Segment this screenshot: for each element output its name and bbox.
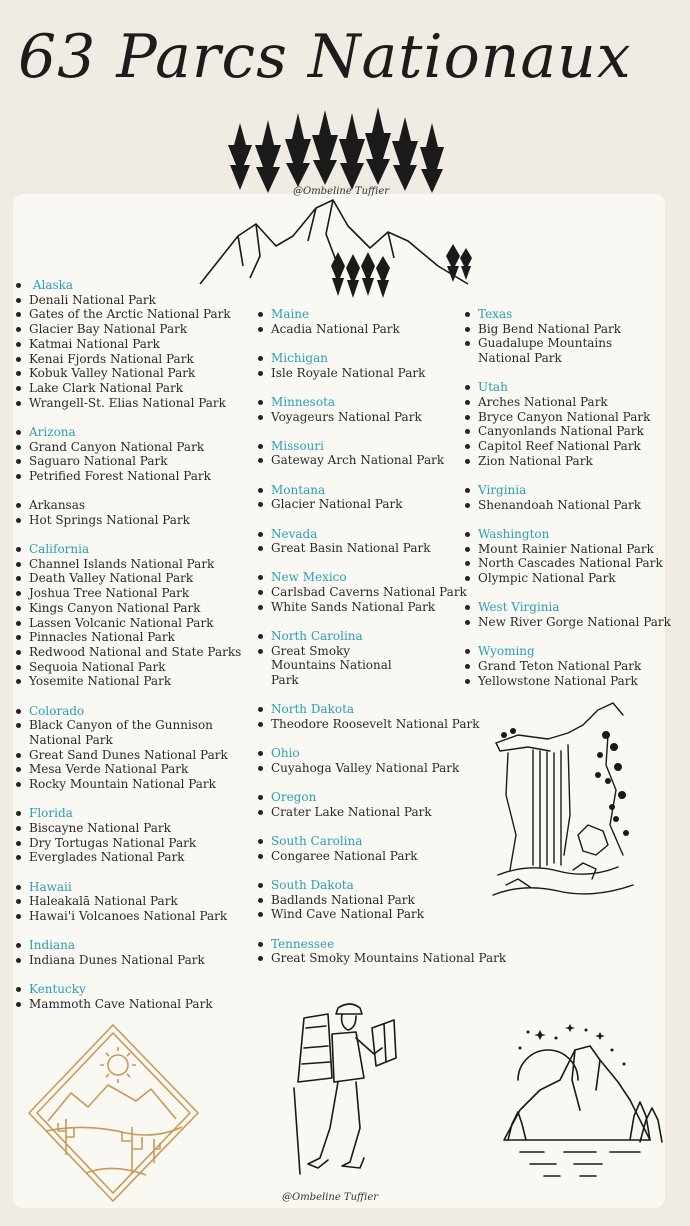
park-item: Mesa Verde National Park (15, 762, 250, 777)
state-group-california (15, 542, 250, 689)
park-item: Joshua Tree National Park (15, 586, 250, 601)
state-heading: Texas (464, 307, 664, 322)
mountain-lake-illustration (500, 1020, 665, 1190)
state-heading: Kentucky (15, 982, 250, 997)
park-item: Yellowstone National Park (464, 674, 664, 689)
state-group-washington (464, 527, 664, 586)
state-group-new-mexico (257, 570, 489, 614)
hiker-illustration (290, 998, 400, 1178)
state-heading: California (15, 542, 250, 557)
state-heading: Virginia (464, 483, 664, 498)
desert-diamond-illustration (26, 1023, 201, 1203)
park-item: Zion National Park (464, 454, 664, 469)
credit-top: @Ombeline Tuffier (293, 186, 390, 197)
park-item: Petrified Forest National Park (15, 469, 250, 484)
state-heading: Minnesota (257, 395, 489, 410)
park-item: Great Basin National Park (257, 541, 489, 556)
state-heading: Nevada (257, 527, 489, 542)
park-item: Shenandoah National Park (464, 498, 664, 513)
state-group-south-carolina (257, 834, 489, 863)
park-item: Dry Tortugas National Park (15, 836, 250, 851)
state-heading: Arizona (15, 425, 250, 440)
park-item: White Sands National Park (257, 600, 489, 615)
park-item: Mount Rainier National Park (464, 542, 664, 557)
state-group-maine (257, 307, 489, 336)
park-item: Katmai National Park (15, 337, 250, 352)
park-item: Big Bend National Park (464, 322, 664, 337)
park-item: Canyonlands National Park (464, 424, 664, 439)
park-item: Badlands National Park (257, 893, 489, 908)
park-item: Cuyahoga Valley National Park (257, 761, 489, 776)
state-heading: Tennessee (257, 937, 489, 952)
park-item: Everglades National Park (15, 850, 250, 865)
park-item: Theodore Roosevelt National Park (257, 717, 489, 732)
park-item: Isle Royale National Park (257, 366, 489, 381)
state-heading: North Carolina (257, 629, 489, 644)
waterfall-illustration (488, 695, 638, 910)
park-item: Yosemite National Park (15, 674, 250, 689)
state-group-north-dakota (257, 702, 489, 731)
park-item: Voyageurs National Park (257, 410, 489, 425)
park-item: Wind Cave National Park (257, 907, 489, 922)
state-group-nevada (257, 527, 489, 556)
state-group-west-virginia (464, 600, 671, 629)
state-heading: Florida (15, 806, 250, 821)
state-heading: Arkansas (15, 498, 250, 513)
park-item: Sequoia National Park (15, 660, 250, 675)
state-group-colorado (15, 704, 250, 792)
column-1 (15, 278, 250, 1026)
state-group-michigan (257, 351, 489, 380)
state-heading: Wyoming (464, 644, 664, 659)
park-item: Black Canyon of the Gunnison National Park (15, 718, 219, 747)
state-group-indiana (15, 938, 250, 967)
state-group-texas (464, 307, 664, 366)
state-group-kentucky (15, 982, 250, 1011)
state-heading: Maine (257, 307, 489, 322)
park-item: Death Valley National Park (15, 571, 250, 586)
park-item: Kenai Fjords National Park (15, 352, 250, 367)
park-item: Wrangell-St. Elias National Park (15, 396, 250, 411)
state-heading: Indiana (15, 938, 250, 953)
park-item: Crater Lake National Park (257, 805, 489, 820)
park-item: Olympic National Park (464, 571, 664, 586)
park-item: North Cascades National Park (464, 556, 664, 571)
state-heading: Missouri (257, 439, 489, 454)
state-heading: Colorado (15, 704, 250, 719)
state-heading: Alaska (15, 278, 250, 293)
park-item: Kings Canyon National Park (15, 601, 250, 616)
page-title: 63 Parcs Nationaux (18, 22, 632, 92)
park-item: Lassen Volcanic National Park (15, 616, 250, 631)
state-group-oregon (257, 790, 489, 819)
state-group-tennessee (257, 936, 507, 966)
state-heading: South Carolina (257, 834, 489, 849)
park-item: Glacier Bay National Park (15, 322, 250, 337)
state-group-utah (464, 380, 664, 468)
state-heading: Ohio (257, 746, 489, 761)
state-group-virginia (464, 483, 664, 512)
state-group-montana (257, 483, 489, 512)
park-item: Denali National Park (15, 293, 250, 308)
pine-trees-illustration (220, 105, 460, 195)
park-item: Congaree National Park (257, 849, 489, 864)
park-item: Glacier National Park (257, 497, 489, 512)
park-item: Biscayne National Park (15, 821, 250, 836)
state-group-hawaii (15, 880, 250, 924)
park-item: Gateway Arch National Park (257, 453, 489, 468)
state-heading: South Dakota (257, 878, 489, 893)
state-heading: Utah (464, 380, 664, 395)
state-group-florida (15, 806, 250, 865)
state-heading: North Dakota (257, 702, 489, 717)
state-heading: New Mexico (257, 570, 489, 585)
state-heading: Michigan (257, 351, 489, 366)
park-item: Great Smoky Mountains National Park (257, 644, 411, 688)
park-item: Arches National Park (464, 395, 664, 410)
column-3 (464, 307, 671, 703)
park-item: Hot Springs National Park (15, 513, 250, 528)
park-item: Guadalupe Mountains National Park (464, 336, 658, 365)
park-item: Kobuk Valley National Park (15, 366, 250, 381)
state-group-ohio (257, 746, 489, 775)
state-group-alaska (15, 278, 250, 410)
park-item: New River Gorge National Park (464, 615, 664, 630)
state-group-arizona (15, 425, 250, 484)
park-item: Mammoth Cave National Park (15, 997, 250, 1012)
park-item: Grand Teton National Park (464, 659, 664, 674)
park-item: Bryce Canyon National Park (464, 410, 664, 425)
state-heading: West Virginia (464, 600, 664, 615)
park-item: Redwood National and State Parks (15, 645, 250, 660)
park-item: Indiana Dunes National Park (15, 953, 250, 968)
park-item: Grand Canyon National Park (15, 440, 250, 455)
park-item: Pinnacles National Park (15, 630, 250, 645)
park-item: Carlsbad Caverns National Park (257, 585, 489, 600)
park-item: Great Sand Dunes National Park (15, 748, 250, 763)
state-heading: Oregon (257, 790, 489, 805)
park-item: Haleakalā National Park (15, 894, 250, 909)
park-item: Rocky Mountain National Park (15, 777, 250, 792)
credit-bottom: @Ombeline Tuffier (282, 1192, 379, 1203)
park-item: Capitol Reef National Park (464, 439, 664, 454)
park-item: Gates of the Arctic National Park (15, 307, 250, 322)
park-item: Channel Islands National Park (15, 557, 250, 572)
park-item: Lake Clark National Park (15, 381, 250, 396)
state-group-north-carolina (257, 629, 489, 688)
state-group-missouri (257, 439, 489, 468)
state-group-south-dakota (257, 878, 489, 922)
park-item: Saguaro National Park (15, 454, 250, 469)
park-item: Hawai'i Volcanoes National Park (15, 909, 250, 924)
park-item: Great Smoky Mountains National Park (257, 951, 489, 966)
state-group-minnesota (257, 395, 489, 424)
state-group-arkansas (15, 498, 250, 527)
state-heading: Montana (257, 483, 489, 498)
state-heading: Washington (464, 527, 664, 542)
state-heading: Hawaii (15, 880, 250, 895)
park-item: Acadia National Park (257, 322, 489, 337)
state-group-wyoming (464, 644, 664, 688)
